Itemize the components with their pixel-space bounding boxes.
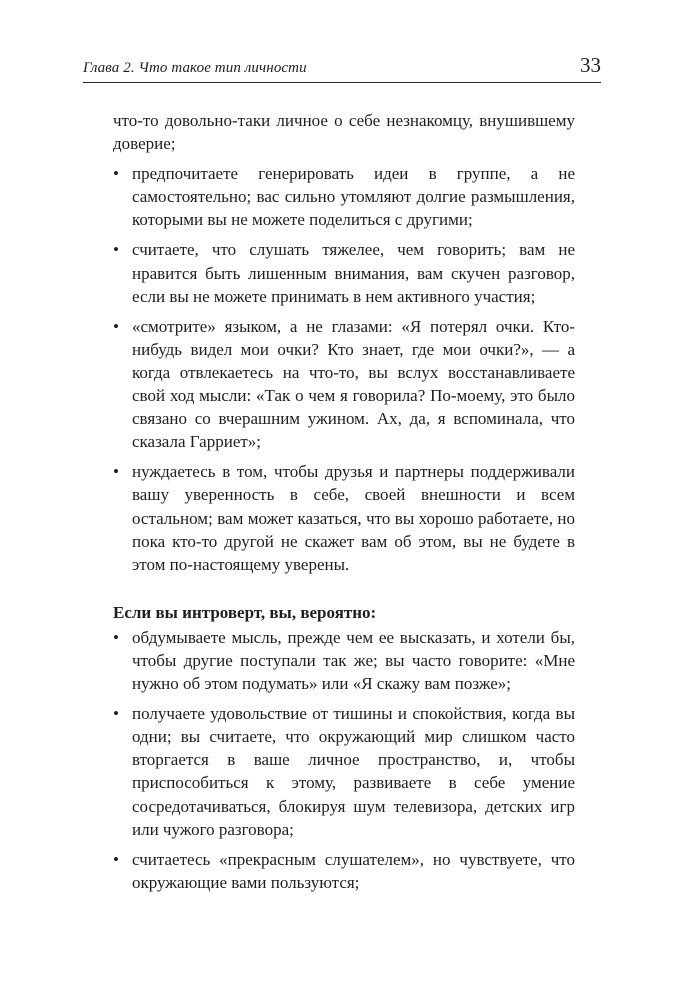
introvert-heading: Если вы интроверт, вы, вероятно: [113, 602, 377, 622]
list-item-text: получаете удовольствие от тишины и спокойствия, когда вы одни; вы считаете, что окружающий мир слишком часто вторгается в ваше личное пространство, и, чтобы приспособиться к этому, развиваете в себе умение сосредотачиваться, блокируя шум телевизора, детских игр или чужого разговора; [132, 704, 575, 839]
list-item [113, 848, 575, 894]
page-number: 33 [580, 53, 601, 77]
bullet-icon: • [113, 849, 119, 869]
bullet-icon: • [113, 164, 119, 184]
bullet-icon: • [113, 704, 119, 724]
running-header [83, 52, 601, 83]
list-item-text: обдумываете мысль, прежде чем ее высказать, и хотели бы, чтобы другие поступали так же; вы часто говорите: «Мне нужно об этом подумать» или «Я скажу вам позже»; [132, 627, 575, 694]
bullet-icon: • [113, 462, 119, 482]
introvert-list [113, 626, 575, 894]
list-item-text: считаетесь «прекрасным слушателем», но чувствуете, что окружающие вами пользуются; [132, 849, 575, 892]
list-item [113, 702, 575, 841]
list-item [113, 238, 575, 307]
list-item-text: нуждаетесь в том, чтобы друзья и партнеры поддерживали вашу уверенность в себе, своей внешности и всем остальном; вам может казаться, что вы хорошо работаете, но пока кто-то другой не скажет вам об этом, вы не будете в этом по-настоящему уверены. [132, 462, 575, 574]
list-item [113, 626, 575, 695]
list-item-text: «смотрите» языком, а не глазами: «Я потерял очки. Кто-нибудь видел мои очки? Кто знает, где мои очки?», — а когда отвлекаетесь на что-то, вы вслух восстанавливаете свой ход мысли: «Так о чем я говорила? По-моему, это было связано со вчерашним ужином. Ах, да, я вспоминала, что сказала Гарриет»; [132, 316, 575, 452]
bullet-icon: • [113, 316, 119, 336]
bullet-icon: • [113, 627, 119, 647]
continued-paragraph: что-то довольно-таки личное о себе незнакомцу, внушившему доверие; [113, 111, 575, 154]
chapter-title: Глава 2. Что такое тип личности [83, 60, 307, 76]
list-item-text: считаете, что слушать тяжелее, чем говорить; вам не нравится быть лишенным внимания, вам скучен разговор, если вы не можете принимать в нем активного участия; [132, 240, 575, 306]
list-item [113, 315, 575, 454]
list-item [113, 162, 575, 231]
list-item-text: предпочитаете генерировать идеи в группе, а не самостоятельно; вас сильно утомляют долгие размышления, которыми вы не можете поделиться с другими; [132, 164, 575, 230]
extrovert-list [113, 162, 575, 576]
body-text [113, 109, 575, 894]
list-item [113, 460, 575, 575]
bullet-icon: • [113, 240, 119, 260]
